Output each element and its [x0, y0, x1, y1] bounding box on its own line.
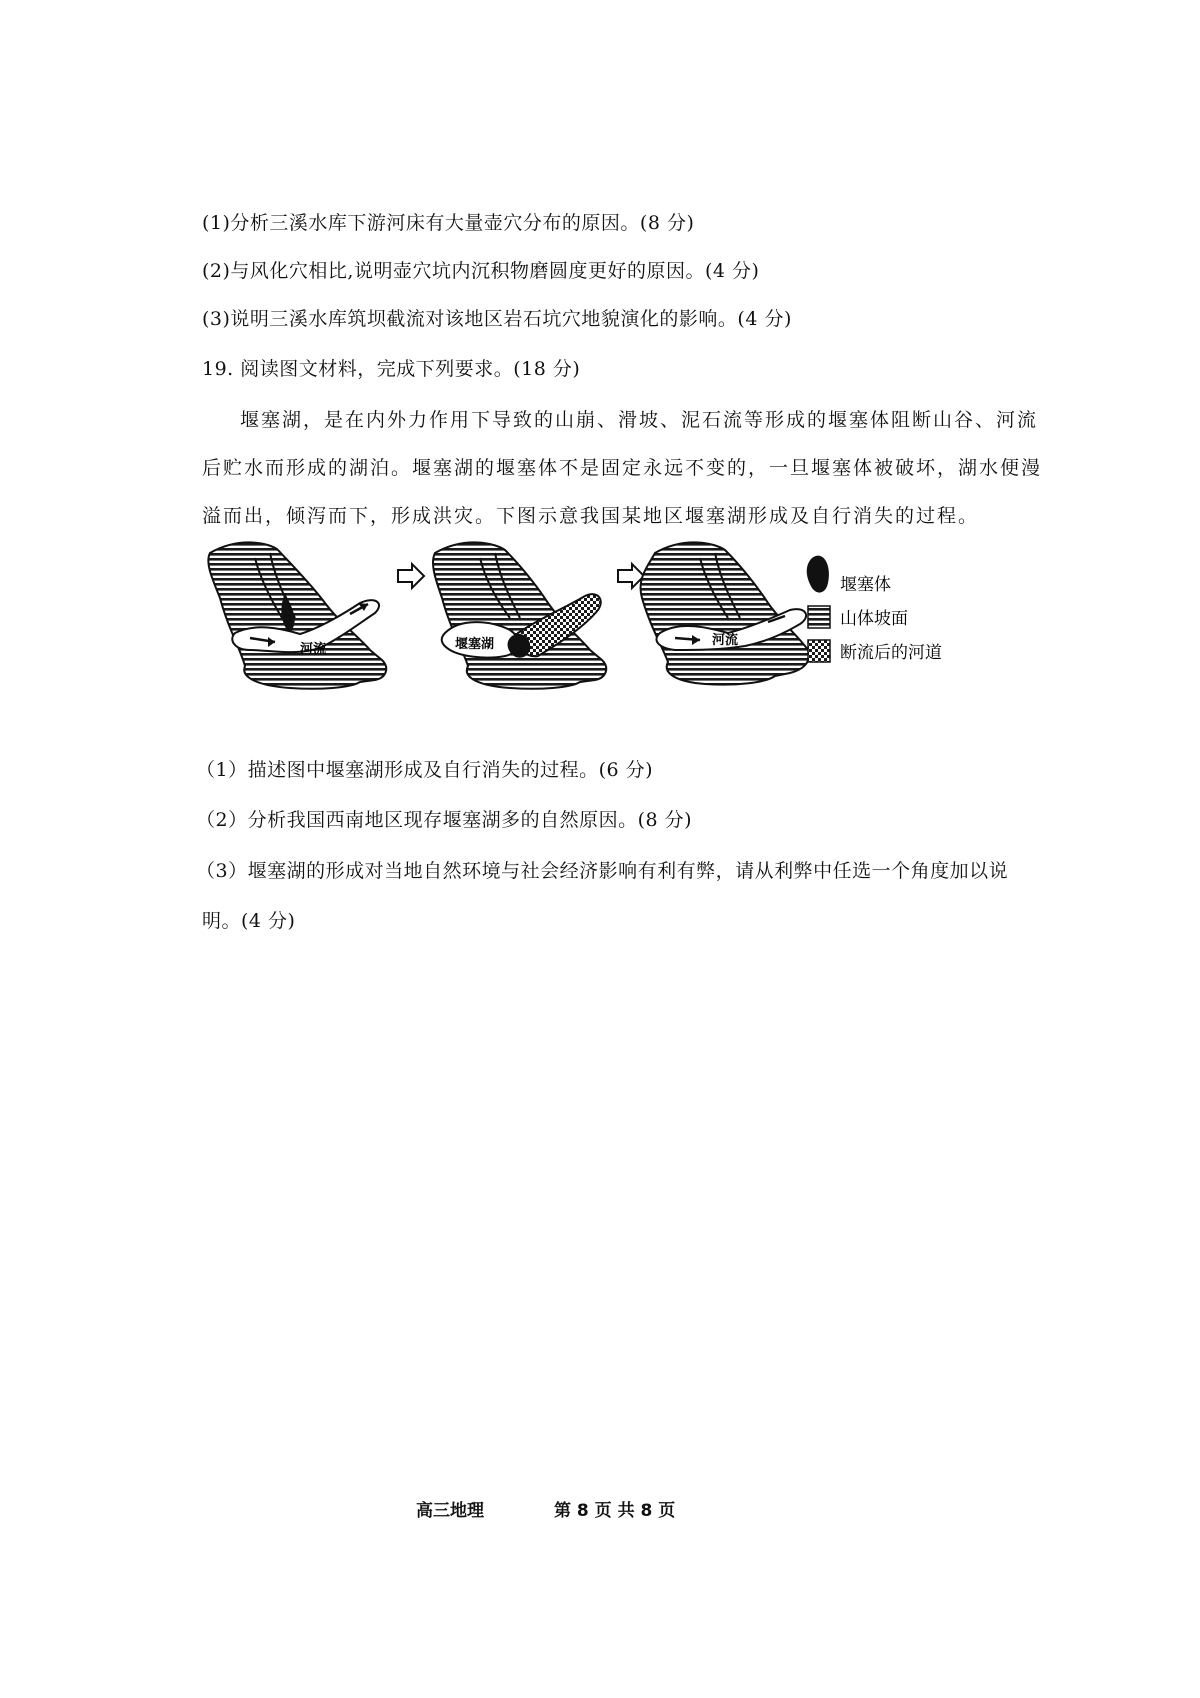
dam-body-icon	[807, 556, 829, 593]
q19-part-3-continued: 明。(4 分)	[202, 910, 296, 932]
legend-channel-label: 断流后的河道	[840, 643, 942, 663]
q18-part-2: (2)与风化穴相比,说明壶穴坑内沉积物磨圆度更好的原因。(4 分)	[202, 260, 760, 282]
q19-heading: 19. 阅读图文材料，完成下列要求。(18 分)	[202, 358, 581, 380]
diagram-legend	[807, 556, 942, 663]
q18-part-1: (1)分析三溪水库下游河床有大量壶穴分布的原因。(8 分)	[202, 212, 695, 234]
dotted-channel-icon	[808, 640, 830, 662]
legend-dam-body-label: 堰塞体	[840, 575, 891, 595]
panel2-lake-label: 堰塞湖	[455, 637, 495, 652]
panel1-river-label: 河流	[300, 642, 327, 657]
diagram-panel-2	[433, 542, 606, 688]
process-arrow-1	[398, 564, 424, 588]
q19-material-paragraph: 堰塞湖，是在内外力作用下导致的山崩、滑坡、泥石流等形成的堰塞体阻断山谷、河流后贮水而形成的湖泊。堰塞湖的堰塞体不是固定永远不变的，一旦堰塞体被破坏，湖水便漫溢而出，倾泻而下，形成洪灾。下图示意我国某地区堰塞湖形成及自行消失的过程。	[202, 409, 1043, 527]
hatched-slope-icon	[808, 606, 830, 628]
q19-part-1: （1）描述图中堰塞湖形成及自行消失的过程。(6 分)	[196, 759, 654, 781]
q18-part-3: (3)说明三溪水库筑坝截流对该地区岩石坑穴地貌演化的影响。(4 分)	[202, 308, 792, 330]
q19-part-3: （3）堰塞湖的形成对当地自然环境与社会经济影响有利有弊，请从利弊中任选一个角度加以说	[196, 860, 1009, 882]
panel3-river-label: 河流	[712, 633, 739, 648]
legend-slope-label: 山体坡面	[840, 609, 908, 629]
footer-page-number: 第 8 页 共 8 页	[554, 1501, 676, 1521]
diagram-panel-1	[208, 542, 386, 688]
q19-part-2: （2）分析我国西南地区现存堰塞湖多的自然原因。(8 分)	[196, 809, 693, 831]
dammed-lake-process-diagram	[200, 538, 1060, 718]
footer-subject: 高三地理	[416, 1501, 484, 1521]
diagram-panel-3	[641, 542, 809, 684]
